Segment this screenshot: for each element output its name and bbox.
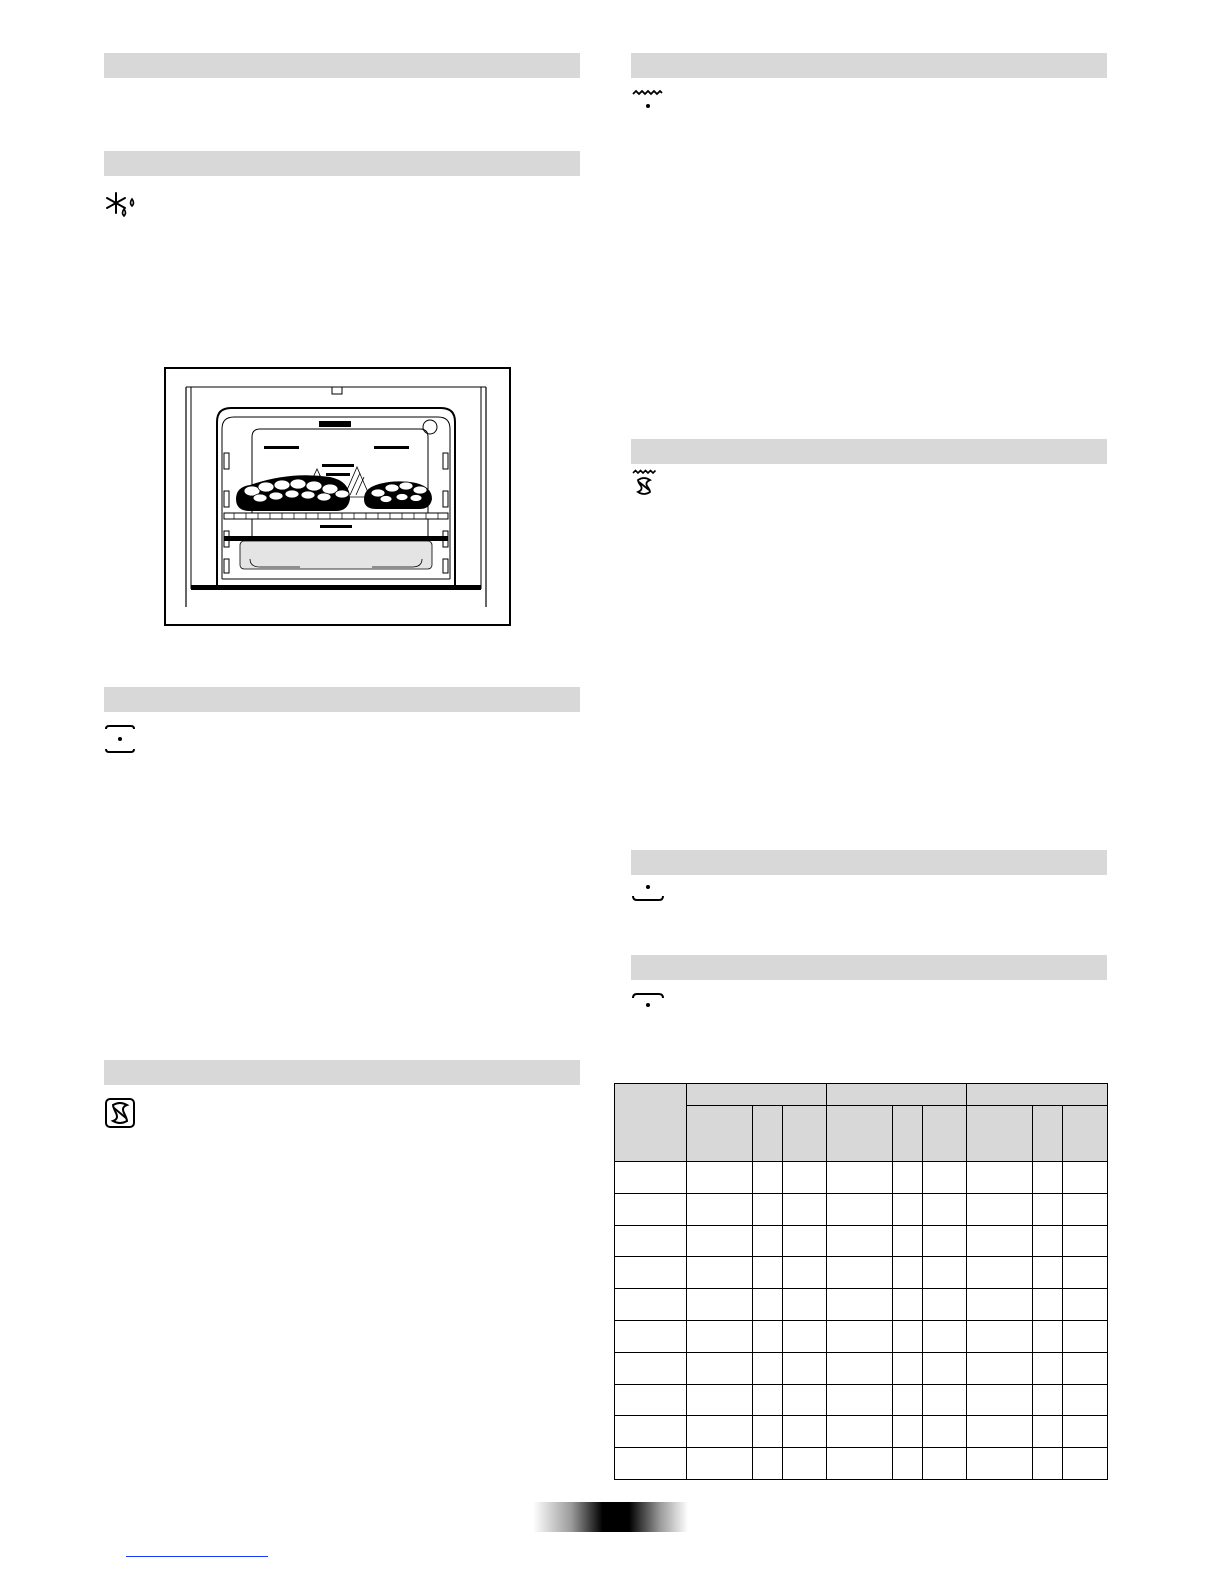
section-header-bar-fan	[104, 1060, 580, 1085]
table-cell	[893, 1416, 923, 1448]
table-row	[615, 1416, 1108, 1448]
table-cell	[1063, 1416, 1108, 1448]
table-cell	[1033, 1352, 1063, 1384]
table-cell	[967, 1225, 1033, 1257]
table-sub-header	[783, 1106, 827, 1162]
table-cell	[753, 1289, 783, 1321]
table-cell	[783, 1448, 827, 1480]
oven-illustration	[164, 367, 511, 626]
table-sub-header	[687, 1106, 753, 1162]
table-row	[615, 1352, 1108, 1384]
section-header-bar-top	[631, 955, 1107, 980]
table-cell	[1033, 1162, 1063, 1194]
bottom-heat-icon	[631, 882, 665, 906]
table-cell	[1063, 1384, 1108, 1416]
table-cell	[827, 1448, 893, 1480]
table-cell	[783, 1193, 827, 1225]
table-cell	[783, 1289, 827, 1321]
table-cell	[967, 1416, 1033, 1448]
table-cell	[827, 1289, 893, 1321]
table-cell	[1063, 1320, 1108, 1352]
table-cell	[615, 1193, 687, 1225]
table-cell	[615, 1162, 687, 1194]
table-cell	[923, 1225, 967, 1257]
table-cell	[753, 1257, 783, 1289]
table-cell	[1033, 1416, 1063, 1448]
table-cell	[827, 1384, 893, 1416]
table-cell	[1063, 1162, 1108, 1194]
cooking-table-grid	[614, 1083, 1108, 1480]
table-row	[615, 1162, 1108, 1194]
table-corner-cell	[615, 1084, 687, 1162]
table-cell	[615, 1352, 687, 1384]
table-cell	[923, 1257, 967, 1289]
table-cell	[827, 1416, 893, 1448]
table-row	[615, 1448, 1108, 1480]
table-cell	[753, 1193, 783, 1225]
table-cell	[783, 1225, 827, 1257]
table-body	[615, 1162, 1108, 1480]
top-heat-icon	[631, 988, 665, 1012]
table-cell	[687, 1289, 753, 1321]
section-header-bar-1	[104, 53, 580, 78]
table-cell	[753, 1384, 783, 1416]
footer-link-underline	[126, 1556, 268, 1557]
table-cell	[753, 1416, 783, 1448]
table-cell	[687, 1352, 753, 1384]
table-cell	[687, 1225, 753, 1257]
table-cell	[1063, 1289, 1108, 1321]
fan-icon	[104, 1097, 136, 1129]
cooking-table	[614, 1083, 1107, 1479]
table-cell	[827, 1257, 893, 1289]
table-cell	[893, 1162, 923, 1194]
table-cell	[923, 1448, 967, 1480]
table-cell	[967, 1289, 1033, 1321]
table-cell	[783, 1352, 827, 1384]
table-cell	[783, 1416, 827, 1448]
table-cell	[967, 1193, 1033, 1225]
table-sub-header	[1033, 1106, 1063, 1162]
table-cell	[783, 1162, 827, 1194]
table-cell	[923, 1162, 967, 1194]
table-cell	[1063, 1448, 1108, 1480]
table-sub-header	[827, 1106, 893, 1162]
table-sub-header	[967, 1106, 1033, 1162]
table-cell	[967, 1448, 1033, 1480]
table-cell	[893, 1448, 923, 1480]
table-cell	[1033, 1289, 1063, 1321]
table-cell	[1063, 1257, 1108, 1289]
grill-icon	[631, 89, 665, 111]
table-cell	[615, 1416, 687, 1448]
snowflake-drop-icon	[104, 192, 136, 218]
table-cell	[827, 1193, 893, 1225]
table-cell	[753, 1448, 783, 1480]
table-cell	[827, 1352, 893, 1384]
table-cell	[753, 1162, 783, 1194]
section-header-bar-fan-grill	[631, 439, 1107, 464]
table-cell	[923, 1289, 967, 1321]
table-group-header	[967, 1084, 1108, 1106]
table-cell	[1063, 1352, 1108, 1384]
table-cell	[923, 1416, 967, 1448]
table-cell	[967, 1384, 1033, 1416]
table-group-header	[827, 1084, 967, 1106]
table-cell	[923, 1193, 967, 1225]
table-cell	[893, 1352, 923, 1384]
section-header-bar-bottom	[631, 850, 1107, 875]
table-cell	[893, 1225, 923, 1257]
table-cell	[753, 1320, 783, 1352]
section-header-bar-defrost	[104, 151, 580, 176]
table-cell	[753, 1225, 783, 1257]
table-cell	[923, 1384, 967, 1416]
table-sub-header	[893, 1106, 923, 1162]
section-header-bar-top-bottom	[104, 687, 580, 712]
table-cell	[687, 1320, 753, 1352]
fan-grill-icon	[631, 469, 659, 497]
table-cell	[615, 1320, 687, 1352]
table-cell	[615, 1257, 687, 1289]
table-cell	[615, 1289, 687, 1321]
page-number-band	[533, 1502, 688, 1532]
table-cell	[615, 1448, 687, 1480]
table-row	[615, 1257, 1108, 1289]
table-cell	[827, 1162, 893, 1194]
table-cell	[893, 1193, 923, 1225]
table-cell	[1033, 1320, 1063, 1352]
table-cell	[893, 1257, 923, 1289]
table-group-header	[687, 1084, 827, 1106]
table-cell	[687, 1257, 753, 1289]
table-cell	[893, 1384, 923, 1416]
table-cell	[1033, 1384, 1063, 1416]
table-row	[615, 1193, 1108, 1225]
table-cell	[687, 1448, 753, 1480]
table-row	[615, 1320, 1108, 1352]
table-sub-header	[923, 1106, 967, 1162]
table-cell	[783, 1320, 827, 1352]
table-cell	[827, 1320, 893, 1352]
table-cell	[753, 1352, 783, 1384]
table-cell	[893, 1289, 923, 1321]
table-cell	[923, 1320, 967, 1352]
table-row	[615, 1289, 1108, 1321]
top-bottom-heat-icon	[104, 723, 136, 755]
table-cell	[1033, 1225, 1063, 1257]
table-cell	[1033, 1193, 1063, 1225]
table-cell	[615, 1384, 687, 1416]
table-cell	[687, 1416, 753, 1448]
table-cell	[1063, 1193, 1108, 1225]
table-cell	[967, 1162, 1033, 1194]
table-cell	[687, 1193, 753, 1225]
table-cell	[783, 1257, 827, 1289]
table-cell	[1033, 1257, 1063, 1289]
table-cell	[827, 1225, 893, 1257]
table-cell	[1033, 1448, 1063, 1480]
table-row	[615, 1225, 1108, 1257]
table-sub-header	[1063, 1106, 1108, 1162]
table-cell	[687, 1384, 753, 1416]
table-cell	[893, 1320, 923, 1352]
section-header-bar-grill	[631, 53, 1107, 78]
table-cell	[923, 1352, 967, 1384]
table-cell	[967, 1320, 1033, 1352]
table-cell	[687, 1162, 753, 1194]
table-cell	[967, 1352, 1033, 1384]
table-cell	[615, 1225, 687, 1257]
table-cell	[967, 1257, 1033, 1289]
table-row	[615, 1384, 1108, 1416]
table-cell	[783, 1384, 827, 1416]
table-cell	[1063, 1225, 1108, 1257]
table-sub-header	[753, 1106, 783, 1162]
